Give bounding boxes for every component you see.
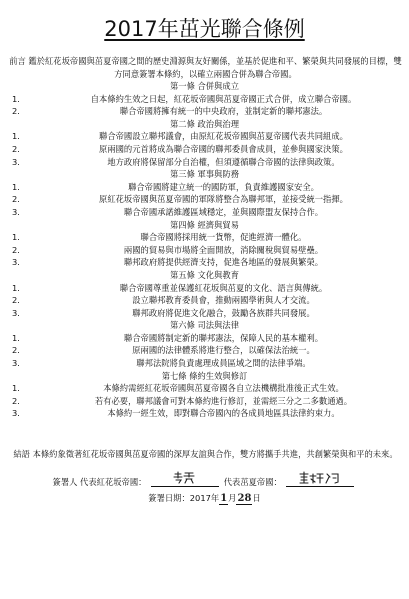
article-row [0, 256, 409, 269]
article-number: 3. [12, 156, 20, 167]
article-number: 1. [12, 181, 20, 192]
article-text: 聯邦法院將負責處理成員區域之間的法律爭端。 [136, 358, 311, 369]
signature-middle: 代表茁夏帝國： [223, 477, 282, 487]
article-row [0, 382, 409, 395]
article-number: 2. [12, 194, 20, 205]
section-heading: 第四條 經濟與貿易 [169, 219, 239, 230]
article-text: 自本條約生效之日起，紅花坂帝國與茁夏帝國正式合併，成立聯合帝國。 [90, 93, 357, 104]
signature-b [286, 474, 354, 487]
article-row [0, 93, 409, 106]
article-text: 聯邦政府將提供經濟支持，促進各地區的發展與繁榮。 [123, 257, 324, 268]
article-text: 本條約一經生效，即對聯合帝國內的各成員地區具法律約束力。 [107, 408, 340, 419]
article-row [0, 395, 409, 408]
article-number: 1. [12, 232, 20, 243]
article-row [0, 130, 409, 143]
article-text: 本條約需經紅花坂帝國與茁夏帝國各自立法機構批准後正式生效。 [103, 383, 344, 394]
article-row [0, 344, 409, 357]
date-year: 2017 [189, 493, 211, 503]
article-row [0, 332, 409, 345]
article-row [0, 357, 409, 370]
article-row [0, 156, 409, 169]
article-text: 原兩國的元首將成為聯合帝國的聯邦委員會成員，並參與國家決策。 [99, 143, 348, 154]
article-text: 地方政府將保留部分自治權，但須遵循聯合帝國的法律與政策。 [107, 156, 340, 167]
article-row [0, 206, 409, 219]
article-number: 1. [12, 131, 20, 142]
article-number: 1. [12, 332, 20, 343]
article-number: 3. [12, 257, 20, 268]
article-text: 若有必要，聯邦議會可對本條約進行修訂，並需經三分之二多數通過。 [94, 395, 353, 406]
article-text: 聯合帝國承諾維護區域穩定，並與國際盟友保持合作。 [123, 206, 324, 217]
article-text: 原兩國的法律體系將進行整合，以確保法治統一。 [132, 345, 315, 356]
section-heading: 第二條 政治與治理 [169, 118, 239, 129]
article-row [0, 181, 409, 194]
article-row [0, 294, 409, 307]
document-title: 2017年茁光聯合條例 [104, 17, 305, 41]
signature-a [151, 474, 219, 487]
article-number: 2. [12, 106, 20, 117]
article-number: 2. [12, 295, 20, 306]
preamble: 前言 鑑於紅花坂帝國與茁夏帝國之間的歷史淵源與友好關係，並基於促進和平、繁榮與共同發展的目標，雙方同意簽署本條約，以確立兩國合併為聯合帝國。 [9, 56, 402, 79]
date-year-suffix: 年 [210, 493, 220, 503]
article-number: 3. [12, 408, 20, 419]
section-heading: 第七條 條約生效與修訂 [161, 370, 248, 381]
article-number: 3. [12, 206, 20, 217]
signature-prefix: 簽署人 代表紅花坂帝國： [52, 477, 147, 487]
handwritten-signature-a-icon [151, 471, 219, 485]
article-text: 聯邦政府將促進文化融合，鼓勵各族群共同發展。 [132, 307, 315, 318]
article-row [0, 307, 409, 320]
article-text: 設立聯邦教育委員會，推動兩國學術與人才交流。 [132, 295, 315, 306]
signature-row [0, 474, 409, 490]
article-row [0, 407, 409, 420]
date-day-suffix: 日 [252, 493, 261, 503]
article-number: 3. [12, 307, 20, 318]
article-number: 2. [12, 395, 20, 406]
treaty-sections [0, 80, 409, 420]
article-row [0, 105, 409, 118]
signing-date [0, 490, 409, 506]
article-row [0, 143, 409, 156]
article-text: 聯合帝國將建立統一的國防軍，負責維護國家安全。 [128, 181, 319, 192]
article-row [0, 282, 409, 295]
date-month: 1 [220, 493, 228, 504]
article-text: 聯合帝國將制定新的聯邦憲法，保障人民的基本權利。 [123, 332, 324, 343]
article-number: 3. [12, 358, 20, 369]
article-text: 聯合帝國將採用統一貨幣，促進經濟一體化。 [140, 232, 307, 243]
handwritten-signature-b-icon [286, 471, 354, 485]
article-text: 兩國的貿易與市場將全面開放，消除關稅與貿易壁壘。 [123, 244, 324, 255]
article-text: 聯合帝國設立聯邦議會，由原紅花坂帝國與茁夏帝國代表共同組成。 [99, 131, 348, 142]
article-number: 1. [12, 383, 20, 394]
article-number: 1. [12, 93, 20, 104]
date-day: 28 [237, 493, 252, 504]
article-text: 原紅花坂帝國與茁夏帝國的軍隊將整合為聯邦軍，並接受統一指揮。 [99, 194, 348, 205]
article-number: 1. [12, 282, 20, 293]
article-row [0, 244, 409, 257]
date-month-suffix: 月 [228, 493, 237, 503]
article-text: 聯合帝國尊重並保護紅花坂與茁夏的文化、語言與傳統。 [119, 282, 328, 293]
date-label: 簽署日期： [148, 493, 190, 503]
conclusion: 結語 本條約象徵著紅花坂帝國與茁夏帝國的深厚友誼與合作，雙方將攜手共進，共創繁榮與和平的未來。 [13, 449, 398, 459]
article-text: 聯合帝國將擁有統一的中央政府，並制定新的聯邦憲法。 [119, 106, 328, 117]
section-heading: 第五條 文化與教育 [169, 269, 239, 280]
section-heading: 第六條 司法與法律 [169, 320, 239, 331]
article-number: 2. [12, 345, 20, 356]
section-heading: 第三條 軍事與防務 [169, 169, 239, 180]
section-heading: 第一條 合併與成立 [169, 81, 239, 91]
article-number: 2. [12, 244, 20, 255]
article-row [0, 193, 409, 206]
article-row [0, 231, 409, 244]
article-number: 2. [12, 143, 20, 154]
